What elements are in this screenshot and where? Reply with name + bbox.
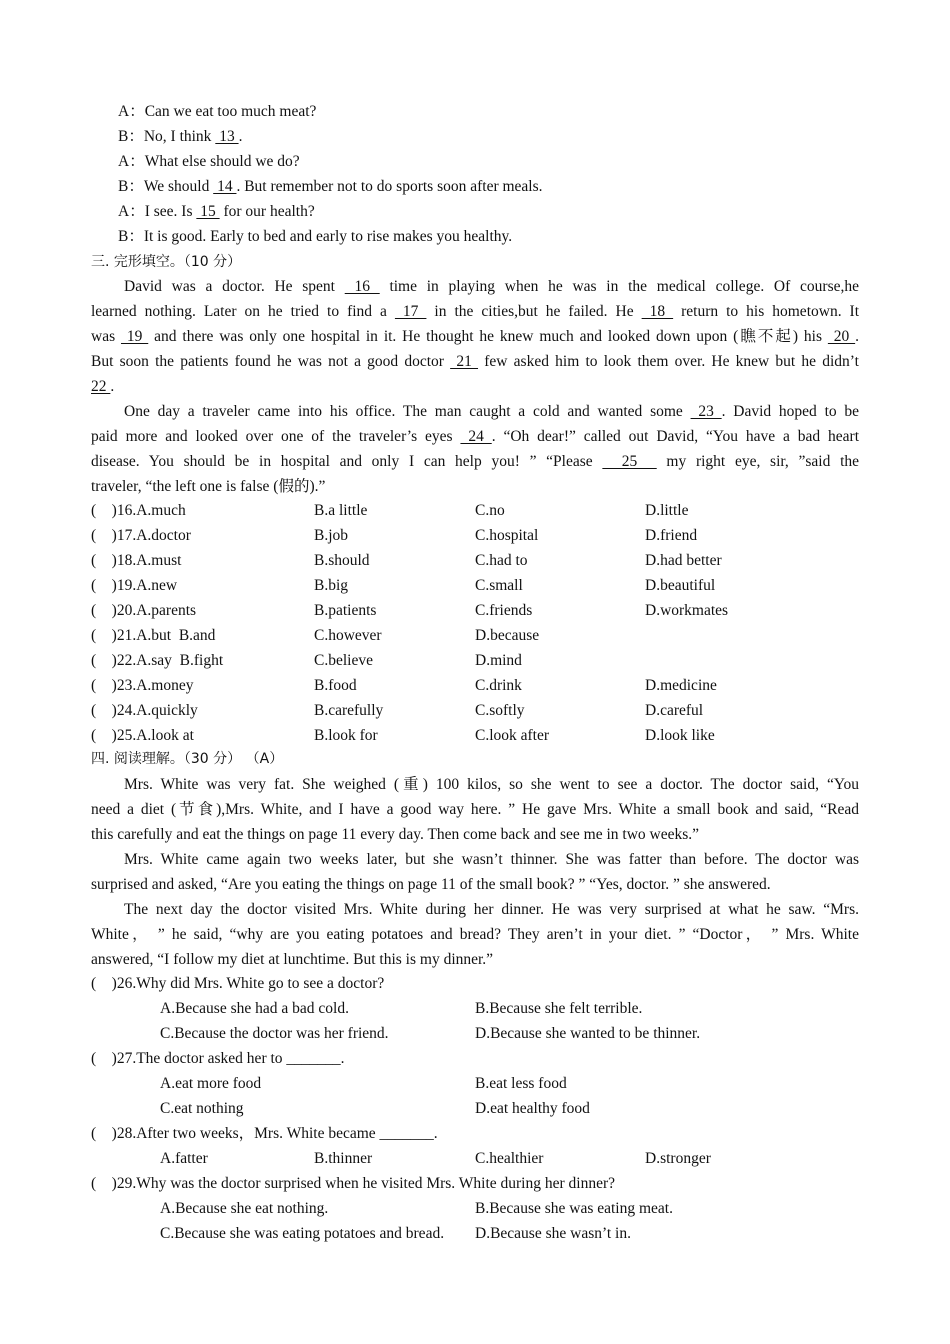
option-a[interactable]: A.fatter bbox=[160, 1150, 208, 1167]
speaker: A： bbox=[118, 153, 145, 170]
blank-17: 17 bbox=[394, 303, 427, 320]
option-b[interactable]: C.believe bbox=[314, 652, 373, 669]
option-b[interactable]: B.a little bbox=[314, 502, 368, 519]
option-b[interactable]: B.food bbox=[314, 677, 357, 694]
option-b[interactable]: B.Because she felt terrible. bbox=[475, 1000, 643, 1017]
question-stem: ( )27.The doctor asked her to _______. bbox=[91, 1050, 345, 1067]
dialogue-line bbox=[118, 152, 300, 172]
option-c[interactable]: C.no bbox=[475, 502, 505, 519]
option-d[interactable]: D.workmates bbox=[645, 602, 729, 619]
option-c[interactable]: D.mind bbox=[475, 652, 522, 669]
passage-line bbox=[91, 377, 114, 397]
option-b[interactable]: B.look for bbox=[314, 727, 378, 744]
passage-text: my right eye, sir, ”said the bbox=[656, 453, 859, 470]
passage-text: in the cities,but he failed. He bbox=[426, 303, 642, 320]
passage-text: was bbox=[91, 328, 121, 345]
option-c[interactable]: C.softly bbox=[475, 702, 525, 719]
question-number: ( )25. bbox=[91, 727, 137, 744]
blank-24: 24 bbox=[460, 428, 492, 445]
option-a[interactable]: A.new bbox=[136, 577, 178, 594]
option-a[interactable]: A.doctor bbox=[136, 527, 191, 544]
question-number-and-option-a bbox=[91, 626, 215, 646]
question-stem: ( )26.Why did Mrs. White go to see a doctor? bbox=[91, 975, 385, 992]
blank-22: 22 bbox=[91, 378, 111, 395]
question-number: ( )24. bbox=[91, 702, 137, 719]
dialogue-text: . bbox=[238, 128, 243, 145]
option-b[interactable]: B.Because she was eating meat. bbox=[475, 1200, 673, 1217]
dialogue-line bbox=[118, 177, 543, 197]
passage-text: disease. You should be in hospital and only I can help you! ” “Please bbox=[91, 453, 603, 470]
question-number-and-option-a bbox=[91, 576, 177, 596]
option-a[interactable]: A.but B.and bbox=[136, 627, 216, 644]
dialogue-text: . But remember not to do sports soon after meals. bbox=[236, 178, 543, 195]
option-d[interactable]: D.friend bbox=[645, 527, 698, 544]
blank-23: 23 bbox=[690, 403, 722, 420]
option-a[interactable]: A.look at bbox=[136, 727, 194, 744]
option-c[interactable]: C.had to bbox=[475, 552, 528, 569]
option-d[interactable]: D.look like bbox=[645, 727, 715, 744]
option-d[interactable]: D.stronger bbox=[645, 1150, 711, 1167]
blank-18: 18 bbox=[641, 303, 674, 320]
option-d[interactable]: D.little bbox=[645, 502, 689, 519]
option-a[interactable]: A.say B.fight bbox=[136, 652, 224, 669]
option-a[interactable]: A.quickly bbox=[136, 702, 198, 719]
passage-line bbox=[91, 427, 859, 447]
passage-text: return to his hometown. It bbox=[673, 303, 860, 320]
passage-line: Mrs. White was very fat. She weighed (重) 100 kilos, so she went to see a doctor. The doctor said, “You bbox=[124, 776, 859, 793]
option-b[interactable]: B.patients bbox=[314, 602, 377, 619]
section-heading-reading: 四. 阅读理解。（30 分） （A） bbox=[91, 751, 284, 767]
option-c[interactable]: C.Because the doctor was her friend. bbox=[160, 1025, 389, 1042]
passage-text: . bbox=[110, 378, 115, 395]
passage-text: time in playing when he was in the medical college. Of course,he bbox=[379, 278, 859, 295]
question-number-and-option-a bbox=[91, 501, 186, 521]
option-c[interactable]: D.because bbox=[475, 627, 540, 644]
question-number-and-option-a bbox=[91, 601, 196, 621]
passage-line bbox=[91, 277, 859, 297]
blank-19: 19 bbox=[120, 328, 149, 345]
speaker: A： bbox=[118, 103, 145, 120]
option-d[interactable]: D.had better bbox=[645, 552, 722, 569]
option-c[interactable]: C.look after bbox=[475, 727, 550, 744]
question-stem: ( )29.Why was the doctor surprised when he visited Mrs. White during her dinner? bbox=[91, 1175, 616, 1192]
dialogue-line bbox=[118, 227, 512, 247]
question-number-and-option-a bbox=[91, 676, 193, 696]
passage-text: traveler, “the left one is false (假的).” bbox=[91, 478, 326, 495]
blank-16: 16 bbox=[344, 278, 380, 295]
question-number-and-option-a bbox=[91, 651, 223, 671]
dialogue-text: for our health? bbox=[219, 203, 315, 220]
dialogue-text: I see. Is bbox=[144, 203, 197, 220]
passage-line: White， ” he said, “why are you eating potatoes and bread? They aren’t in your diet. ” “Doctor， ” Mrs. White bbox=[91, 926, 859, 943]
dialogue-line bbox=[118, 127, 242, 147]
blank-13: 13 bbox=[215, 128, 239, 145]
question-number: ( )16. bbox=[91, 502, 137, 519]
question-number: ( )21. bbox=[91, 627, 137, 644]
question-number: ( )23. bbox=[91, 677, 137, 694]
option-c[interactable]: C.healthier bbox=[475, 1150, 544, 1167]
blank-21: 21 bbox=[450, 353, 479, 370]
option-c[interactable]: C.small bbox=[475, 577, 523, 594]
option-b[interactable]: B.thinner bbox=[314, 1150, 373, 1167]
dialogue-text: We should bbox=[143, 178, 214, 195]
speaker: A： bbox=[118, 203, 145, 220]
dialogue-line bbox=[118, 202, 315, 222]
passage-line: need a diet (节食),Mrs. White, and I have a good way here. ” He gave Mrs. White a small book and said, “Read bbox=[91, 801, 859, 818]
option-a[interactable]: A.eat more food bbox=[160, 1075, 262, 1092]
dialogue-text: It is good. Early to bed and early to rise makes you healthy. bbox=[143, 228, 513, 245]
question-number-and-option-a bbox=[91, 726, 194, 746]
passage-text: and there was only one hospital in it. He thought he knew much and looked down upon (瞧不起) his bbox=[148, 328, 828, 345]
speaker: B： bbox=[118, 228, 144, 245]
speaker: B： bbox=[118, 178, 144, 195]
dialogue-text: What else should we do? bbox=[144, 153, 300, 170]
blank-15: 15 bbox=[196, 203, 220, 220]
option-d[interactable]: D.Because she wanted to be thinner. bbox=[475, 1025, 701, 1042]
option-c[interactable]: C.eat nothing bbox=[160, 1100, 244, 1117]
option-b[interactable]: B.carefully bbox=[314, 702, 384, 719]
passage-line bbox=[91, 302, 859, 322]
passage-line bbox=[91, 477, 325, 497]
option-d[interactable]: D.medicine bbox=[645, 677, 717, 694]
option-b[interactable]: B.should bbox=[314, 552, 370, 569]
option-a[interactable]: A.parents bbox=[136, 602, 197, 619]
passage-line: this carefully and eat the things on page 11 every day. Then come back and see me in two weeks.” bbox=[91, 826, 700, 843]
passage-line: answered, “I follow my diet at lunchtime. But this is my dinner.” bbox=[91, 951, 494, 968]
option-a[interactable]: A.much bbox=[136, 502, 186, 519]
option-b[interactable]: C.however bbox=[314, 627, 382, 644]
speaker: B： bbox=[118, 128, 144, 145]
option-d[interactable]: D.eat healthy food bbox=[475, 1100, 590, 1117]
passage-text: . David hoped to be bbox=[721, 403, 860, 420]
option-c[interactable]: C.friends bbox=[475, 602, 533, 619]
passage-line: Mrs. White came again two weeks later, but she wasn’t thinner. She was fatter than before. The doctor was bbox=[124, 851, 859, 868]
passage-text: But soon the patients found he was not a good doctor bbox=[91, 353, 451, 370]
passage-text: paid more and looked over one of the traveler’s eyes bbox=[91, 428, 461, 445]
passage-text: few asked him to look them over. He knew but he didn’t bbox=[478, 353, 859, 370]
passage-line bbox=[91, 352, 859, 372]
question-number: ( )18. bbox=[91, 552, 137, 569]
passage-line bbox=[91, 327, 859, 347]
question-number-and-option-a bbox=[91, 701, 198, 721]
passage-text: One day a traveler came into his office. The man caught a cold and wanted some bbox=[124, 403, 691, 420]
option-c[interactable]: C.hospital bbox=[475, 527, 539, 544]
option-d[interactable]: D.beautiful bbox=[645, 577, 716, 594]
blank-20: 20 bbox=[827, 328, 856, 345]
passage-line: surprised and asked, “Are you eating the things on page 11 of the small book? ” “Yes, doctor. ” she answered. bbox=[91, 876, 771, 893]
question-number: ( )22. bbox=[91, 652, 137, 669]
option-b[interactable]: B.big bbox=[314, 577, 349, 594]
option-a[interactable]: A.Because she eat nothing. bbox=[160, 1200, 329, 1217]
dialogue-text: Can we eat too much meat? bbox=[144, 103, 317, 120]
question-number: ( )20. bbox=[91, 602, 137, 619]
blank-25: 25 bbox=[602, 453, 657, 470]
question-number: ( )19. bbox=[91, 577, 137, 594]
option-d[interactable]: D.Because she wasn’t in. bbox=[475, 1225, 631, 1242]
passage-line: The next day the doctor visited Mrs. White during her dinner. He was very surprised at what he saw. “Mrs. bbox=[124, 901, 859, 918]
question-number-and-option-a bbox=[91, 526, 191, 546]
option-c[interactable]: C.Because she was eating potatoes and bread. bbox=[160, 1225, 445, 1242]
passage-line bbox=[91, 402, 859, 422]
passage-text: David was a doctor. He spent bbox=[124, 278, 345, 295]
option-b[interactable]: B.eat less food bbox=[475, 1075, 567, 1092]
passage-text: . bbox=[855, 328, 860, 345]
option-b[interactable]: B.job bbox=[314, 527, 349, 544]
question-number: ( )17. bbox=[91, 527, 137, 544]
option-a[interactable]: A.money bbox=[136, 677, 194, 694]
question-number-and-option-a bbox=[91, 551, 181, 571]
blank-14: 14 bbox=[213, 178, 237, 195]
option-a[interactable]: A.must bbox=[136, 552, 182, 569]
option-d[interactable]: D.careful bbox=[645, 702, 704, 719]
dialogue-text: No, I think bbox=[143, 128, 216, 145]
passage-text: learned nothing. Later on he tried to find a bbox=[91, 303, 395, 320]
passage-text: . “Oh dear!” called out David, “You have a bad heart bbox=[491, 428, 860, 445]
section-heading-cloze: 三. 完形填空。（10 分） bbox=[91, 254, 242, 270]
dialogue-line bbox=[118, 102, 316, 122]
question-stem: ( )28.After two weeks，Mrs. White became _______. bbox=[91, 1125, 438, 1142]
option-a[interactable]: A.Because she had a bad cold. bbox=[160, 1000, 349, 1017]
passage-line bbox=[91, 452, 859, 472]
option-c[interactable]: C.drink bbox=[475, 677, 522, 694]
